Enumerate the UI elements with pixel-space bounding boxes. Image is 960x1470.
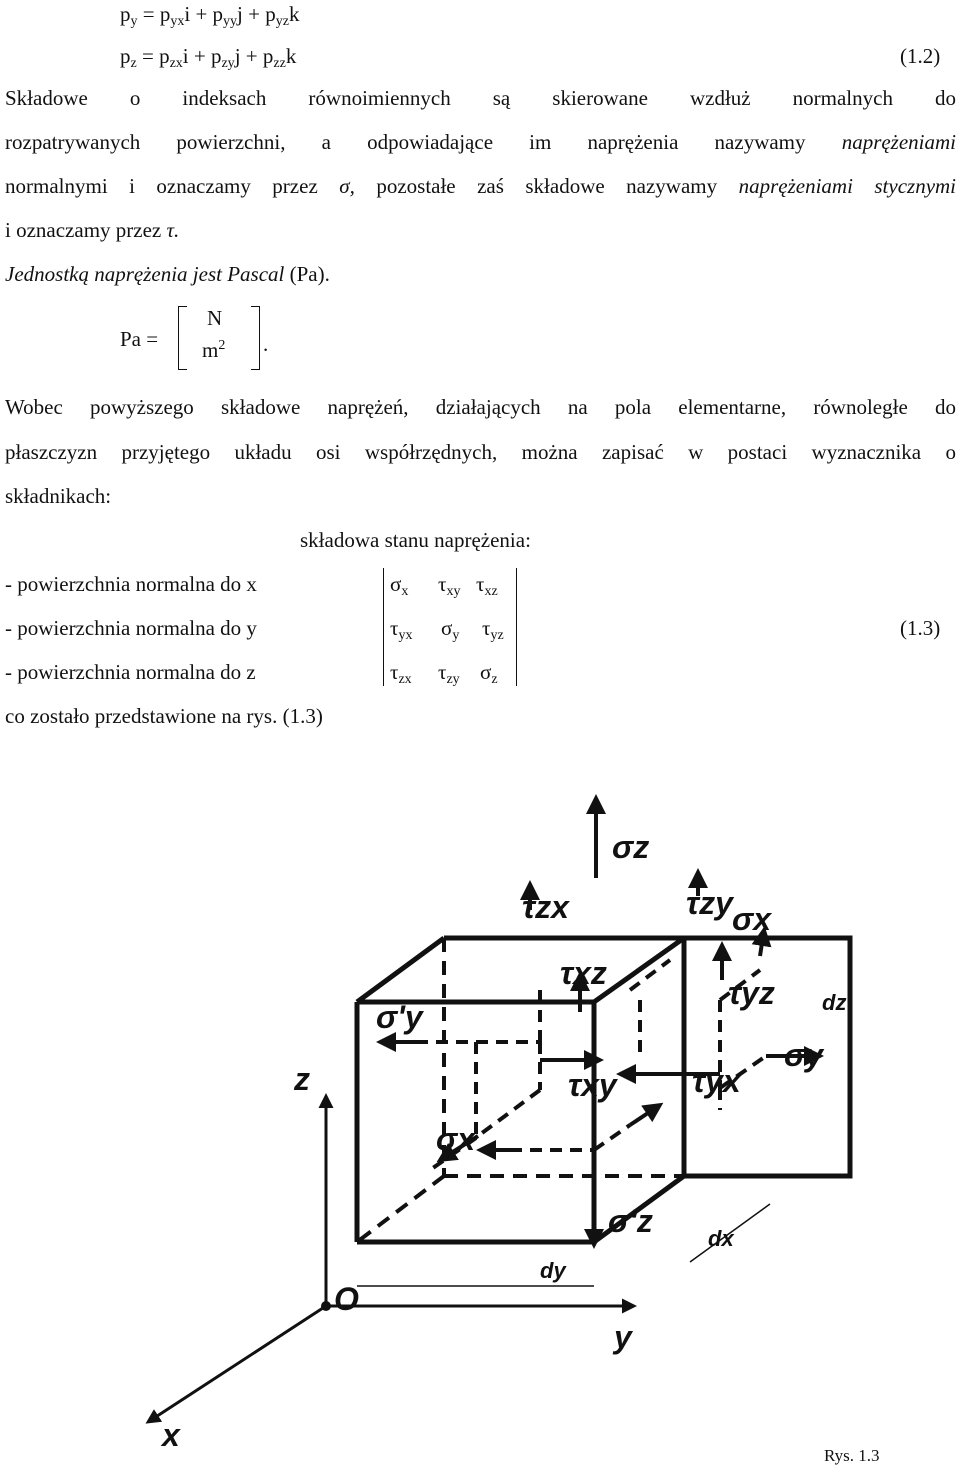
label-sigma-z: σz [612,829,650,865]
pa-denominator: $m^2$ [202,338,226,362]
label-sigma-x: σx [732,901,772,937]
matrix-cell: $\sigma_x$ [390,572,409,599]
stress-cube-figure [0,750,960,1470]
inner-line [478,1090,540,1136]
matrix-cell: $\tau_{xz}$ [476,572,498,599]
matrix-cell: $\tau_{yz}$ [482,616,504,643]
paragraph-line: płaszczyzn przyjętego układu osi współrzędnych, można zapisać w postaci wyznacznika o [5,440,956,464]
pa-formula-lhs: Pa = [120,327,159,351]
matrix-heading: składowa stanu naprężenia: [300,528,531,552]
label-axis-z: z [294,1061,310,1097]
equation-pz: $p_z = p_{zx}i + p_{zy}j + p_{zz}k$ [120,44,297,71]
pa-numerator: N [207,306,223,330]
matrix-row-label: - powierzchnia normalna do y [5,616,257,640]
label-sigma-z-prime: σ'z [608,1203,653,1239]
paragraph-line: i oznaczamy przez τ. [5,218,180,242]
label-tau-yz: τyz [728,975,775,1011]
label-tau-yx: τyx [692,1063,741,1099]
label-tau-zy: τzy [686,885,733,921]
matrix-cell: $\tau_{yx}$ [390,616,413,643]
paragraph-line: Składowe o indeksach równoimiennych są skierowane wzdłuż normalnych do [5,86,956,110]
arrow-tau-yx-lower [630,1105,660,1125]
label-dz: dz [822,990,847,1015]
origin-point [321,1301,331,1311]
paragraph-line: normalnymi i oznaczamy przez σ, pozostałe zaś składowe nazywamy naprężeniami stycznymi [5,174,957,198]
determinant-right-bar [516,568,517,686]
label-dy: dy [540,1258,566,1283]
label-axis-x: x [162,1417,180,1453]
axis-x-line [148,1306,326,1422]
matrix-row-label: - powierzchnia normalna do z [5,660,256,684]
left-bracket [178,306,187,370]
label-origin: O [334,1281,359,1317]
unit-line: Jednostką naprężenia jest Pascal (Pa). [5,262,330,286]
label-sigma-x-prime: σx [436,1121,476,1157]
matrix-row-label: - powierzchnia normalna do x [5,572,257,596]
matrix-cell: $\tau_{zy}$ [438,660,460,687]
cube-edge [357,938,444,1002]
figure-caption: Rys. 1.3 [824,1446,880,1465]
cube-edge [594,938,684,1002]
matrix-cell: $\sigma_y$ [441,616,460,643]
label-sigma-y-prime: σ'y [376,999,423,1035]
label-tau-xz: τxz [560,955,607,991]
equation-ref-1-3: (1.3) [900,616,941,640]
paragraph-line: składnikach: [5,484,112,508]
label-dx: dx [708,1226,734,1251]
paragraph-line: Wobec powyższego składowe naprężeń, działających na pola elementarne, równoległe do [5,395,956,419]
paragraph-line: rozpatrywanych powierzchni, a odpowiadające im naprężenia nazywamy naprężeniami [5,130,957,154]
matrix-cell: $\tau_{zx}$ [390,660,412,687]
matrix-cell: $\sigma_z$ [480,660,498,687]
cube-hidden-edge [357,1176,444,1242]
inner-line [594,1125,630,1150]
closing-line: co zostało przedstawione na rys. (1.3) [5,704,323,728]
label-axis-y: y [614,1319,632,1355]
pa-dot: . [263,332,269,356]
matrix-cell: $\tau_{xy}$ [438,572,461,599]
determinant-left-bar [383,568,384,686]
equation-ref-1-2: (1.2) [900,44,941,68]
right-bracket [251,306,260,370]
equation-py: $p_y = p_{yx}i + p_{yy}j + p_{yz}k$ [120,2,300,29]
label-tau-xy: τxy [568,1067,617,1103]
label-tau-zx: τzx [522,889,569,925]
label-sigma-y: σy [784,1037,824,1073]
